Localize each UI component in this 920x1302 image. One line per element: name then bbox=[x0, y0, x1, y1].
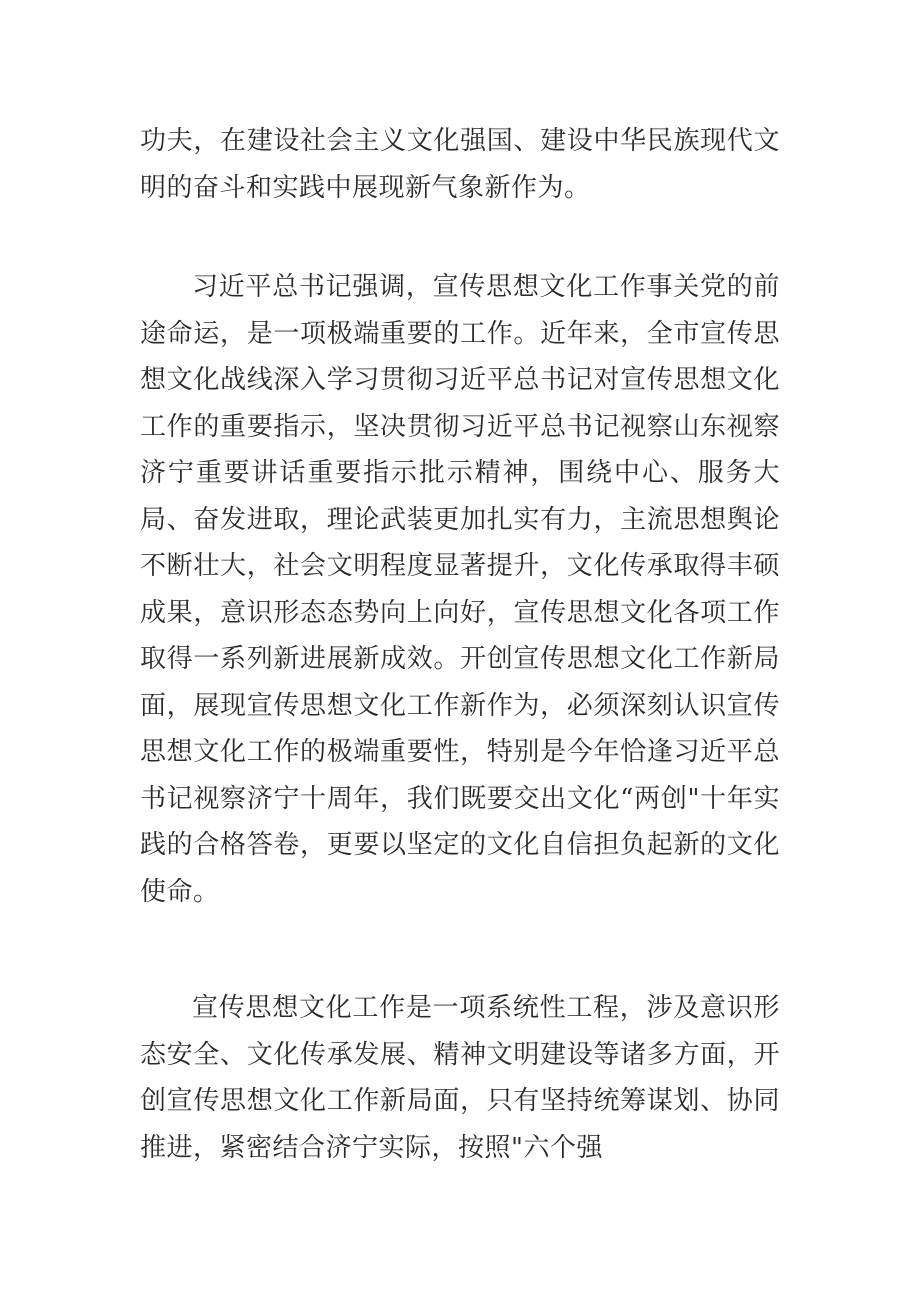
paragraph-3: 宣传思想文化工作是一项系统性工程，涉及意识形态安全、文化传承发展、精神文明建设等诸多方面，开创宣传思想文化工作新局面，只有坚持统筹谋划、协同推进，紧密结合济宁实际，按照"六个强 bbox=[140, 993, 780, 1163]
paragraph-1: 功夫，在建设社会主义文化强国、建设中华民族现代文明的奋斗和实践中展现新气象新作为。 bbox=[140, 126, 780, 203]
paragraph-2: 习近平总书记强调，宣传思想文化工作事关党的前途命运，是一项极端重要的工作。近年来，全市宣传思想文化战线深入学习贯彻习近平总书记对宣传思想文化工作的重要指示，坚决贯彻习近平总书记视察山东视察济宁重要讲话重要指示批示精神，围绕中心、服务大局、奋发进取，理论武装更加扎实有力，主流思想舆论不断壮大，社会文明程度显著提升，文化传承取得丰硕成果，意识形态态势向上向好，宣传思想文化各项工作取得一系列新进展新成效。开创宣传思想文化工作新局面，展现宣传思想文化工作新作为，必须深刻认识宣传思想文化工作的极端重要性，特别是今年恰逢习近平总书记视察济宁十周年，我们既要交出文化“两创"十年实践的合格答卷，更要以坚定的文化自信担负起新的文化使命。 bbox=[140, 272, 780, 907]
